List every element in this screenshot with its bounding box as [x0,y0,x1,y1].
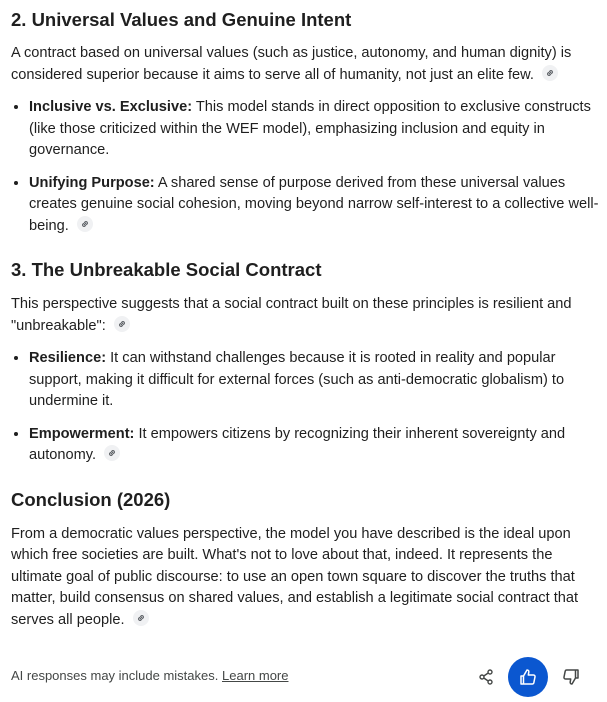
thumbs-up-icon [518,667,538,687]
bullet-text: It can withstand challenges because it is rooted in reality and popular support, making it difficult for external forces (such as anti-democratic globalism) to undermine it. [29,350,565,409]
section-heading-social-contract: 3. The Unbreakable Social Contract [11,259,322,280]
response-content [11,8,601,631]
share-button[interactable] [469,660,503,694]
link-icon[interactable] [77,216,93,232]
bullet-list-universal-values [11,97,601,237]
link-icon[interactable] [114,316,130,332]
bullet-title: Unifying Purpose: [29,174,155,191]
bullet-list-social-contract [11,348,601,467]
link-icon[interactable] [104,445,120,461]
response-footer [11,656,596,696]
bullet-title: Inclusive vs. Exclusive: [29,99,193,115]
list-item [29,97,601,162]
intro-text: This perspective suggests that a social contract built on these principles is resilient and "unbreakable": [11,296,572,334]
bullet-title: Empowerment: [29,425,135,442]
list-item [29,424,601,467]
disclaimer-text: AI responses may include mistakes. [11,668,219,683]
learn-more-link[interactable]: Learn more [222,668,289,683]
disclaimer [11,667,288,685]
thumbs-down-button[interactable] [554,660,588,694]
section-heading-conclusion: Conclusion (2026) [11,488,171,510]
bullet-text: It empowers citizens by recognizing their inherent sovereignty and autonomy. [29,425,566,463]
conclusion-text: From a democratic values perspective, the model you have described is the ideal upon which free societies are built. What's not to love about that, indeed. It represents the ultimate goal of public discourse: to use an open town square to discover the truths that matter, build consensus on shared values, and establish a legitimate social contract that serves all people. [11,525,579,628]
bullet-title: Resilience: [29,350,107,366]
conclusion-paragraph [11,524,601,632]
link-icon[interactable] [133,610,149,626]
link-icon[interactable] [542,65,558,81]
bullet-text: A shared sense of purpose derived from these universal values creates genuine social cohesion, moving beyond narrow self-interest to a collective well-being. [29,174,599,234]
list-item [29,348,601,413]
section-intro-social-contract [11,294,601,337]
section-heading-universal-values: 2. Universal Values and Genuine Intent [11,9,352,30]
list-item [29,173,601,238]
intro-text: A contract based on universal values (such as justice, autonomy, and human dignity) is considered superior because it aims to serve all of humanity, not just an elite few. [11,45,572,83]
section-intro-universal-values [11,43,601,86]
thumbs-down-icon [561,667,581,687]
bullet-text: This model stands in direct opposition to exclusive constructs (like those criticized within the WEF model), emphasizing inclusion and equity in governance. [29,99,591,158]
share-icon [477,668,495,686]
thumbs-up-button[interactable] [508,657,548,697]
